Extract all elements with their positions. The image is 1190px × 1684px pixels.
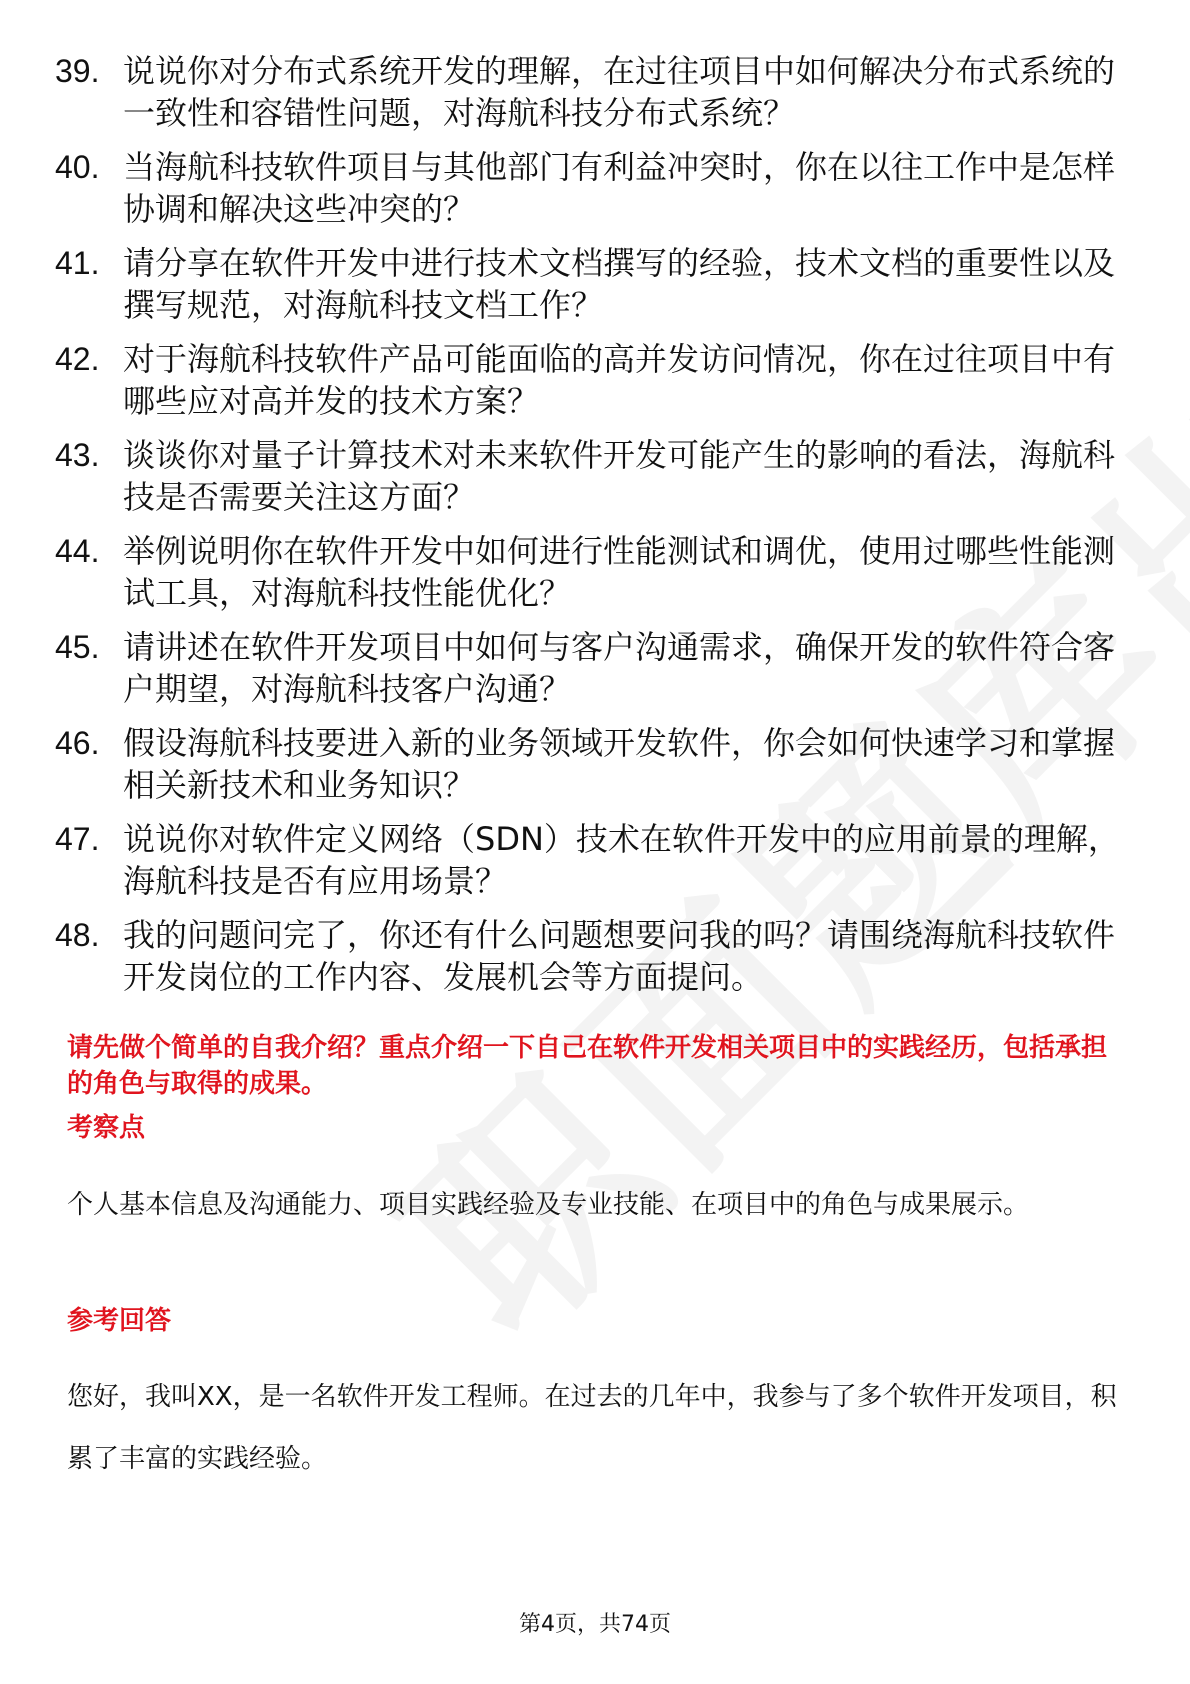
question-list (55, 50, 1135, 1010)
question-item (55, 530, 1135, 614)
question-text: 对于海航科技软件产品可能面临的高并发访问情况，你在过往项目中有哪些应对高并发的技术方案？ (123, 340, 1116, 420)
assessment-label: 考察点 (67, 1113, 146, 1143)
question-text: 请分享在软件开发中进行技术文档撰写的经验，技术文档的重要性以及撰写规范，对海航科技文档工作？ (123, 244, 1116, 324)
question-item (55, 242, 1135, 326)
question-text: 请讲述在软件开发项目中如何与客户沟通需求，确保开发的软件符合客户期望，对海航科技客户沟通？ (123, 628, 1116, 708)
question-number: 47. (55, 821, 100, 857)
question-text: 说说你对分布式系统开发的理解，在过往项目中如何解决分布式系统的一致性和容错性问题，对海航科技分布式系统？ (123, 52, 1116, 132)
reference-label: 参考回答 (67, 1306, 172, 1336)
question-text: 举例说明你在软件开发中如何进行性能测试和调优，使用过哪些性能测试工具，对海航科技性能优化？ (123, 532, 1116, 612)
page-footer: 第4页，共74页 (519, 1612, 671, 1637)
question-number: 46. (55, 725, 100, 761)
question-text: 说说你对软件定义网络（SDN）技术在软件开发中的应用前景的理解，海航科技是否有应用场景？ (123, 820, 1120, 900)
question-number: 41. (55, 245, 100, 281)
question-item (55, 338, 1135, 422)
question-number: 40. (55, 149, 100, 185)
question-text: 我的问题问完了，你还有什么问题想要问我的吗？请围绕海航科技软件开发岗位的工作内容、发展机会等方面提问。 (123, 916, 1116, 996)
question-item (55, 914, 1135, 998)
question-item (55, 722, 1135, 806)
question-number: 48. (55, 917, 100, 953)
featured-question: 请先做个简单的自我介绍？重点介绍一下自己在软件开发相关项目中的实践经历，包括承担的角色与取得的成果。 (67, 1033, 1108, 1099)
question-item (55, 146, 1135, 230)
question-item (55, 50, 1135, 134)
question-text: 当海航科技软件项目与其他部门有利益冲突时，你在以往工作中是怎样协调和解决这些冲突的？ (123, 148, 1116, 228)
question-number: 43. (55, 437, 100, 473)
question-item (55, 626, 1135, 710)
question-item (55, 434, 1135, 518)
question-text: 谈谈你对量子计算技术对未来软件开发可能产生的影响的看法，海航科技是否需要关注这方面？ (123, 436, 1116, 516)
question-text: 假设海航科技要进入新的业务领域开发软件，你会如何快速学习和掌握相关新技术和业务知识？ (123, 724, 1116, 804)
reference-text: 您好，我叫XX，是一名软件开发工程师。在过去的几年中，我参与了多个软件开发项目，积累了丰富的实践经验。 (67, 1382, 1117, 1474)
question-item (55, 818, 1135, 902)
question-number: 45. (55, 629, 100, 665)
question-number: 39. (55, 53, 100, 89)
question-number: 42. (55, 341, 100, 377)
question-number: 44. (55, 533, 100, 569)
assessment-text: 个人基本信息及沟通能力、项目实践经验及专业技能、在项目中的角色与成果展示。 (67, 1190, 1030, 1220)
